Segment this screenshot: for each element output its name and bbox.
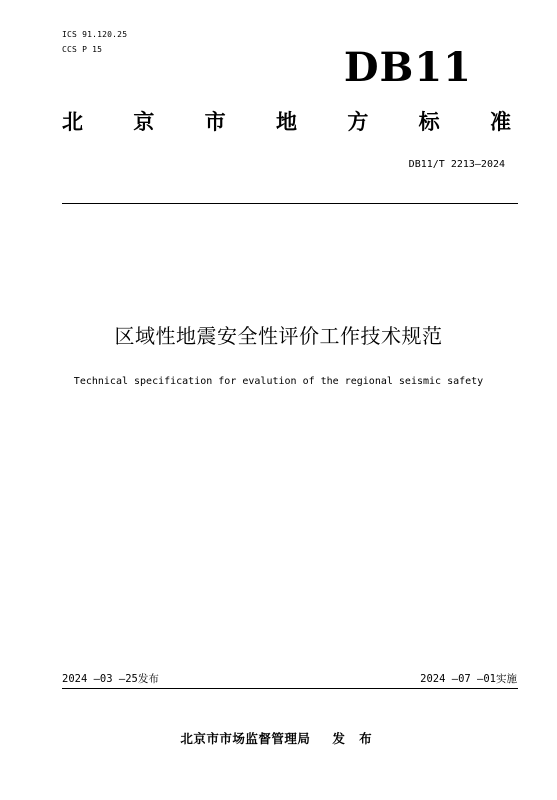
- standard-number: DB11/T 2213—2024: [408, 159, 505, 170]
- standard-type-heading: [62, 112, 511, 133]
- db11-logo: DB11: [343, 44, 472, 91]
- standard-type-char: 北: [62, 110, 83, 134]
- implementation-date-line: [420, 674, 517, 685]
- issuing-authority-line: [0, 729, 557, 747]
- document-title-english: Technical specification for evalution of the regional seismic safety: [73, 376, 484, 387]
- implementation-date: 2024 —07 —01: [420, 673, 496, 685]
- standard-type-char: 地: [275, 110, 297, 134]
- ccs-code: CCS P 15: [62, 45, 103, 54]
- document-title-chinese: 区域性地震安全性评价工作技术规范: [114, 324, 443, 348]
- implementation-label: 实施: [496, 673, 517, 685]
- top-divider: [62, 203, 518, 204]
- standard-type-char: 标: [418, 110, 440, 134]
- publish-label: 发 布: [332, 731, 377, 746]
- issuing-authority: 北京市市场监督管理局: [180, 731, 311, 746]
- standard-type-char: 方: [347, 110, 369, 134]
- issue-date-line: [62, 674, 159, 685]
- issue-label: 发布: [137, 673, 159, 685]
- bottom-divider: [62, 688, 518, 689]
- standard-type-char: 京: [133, 110, 155, 134]
- standard-type-char: 市: [204, 110, 226, 134]
- issue-date: 2024 —03 —25: [62, 673, 138, 685]
- ics-code: ICS 91.120.25: [62, 30, 128, 39]
- standard-type-char: 准: [489, 110, 511, 134]
